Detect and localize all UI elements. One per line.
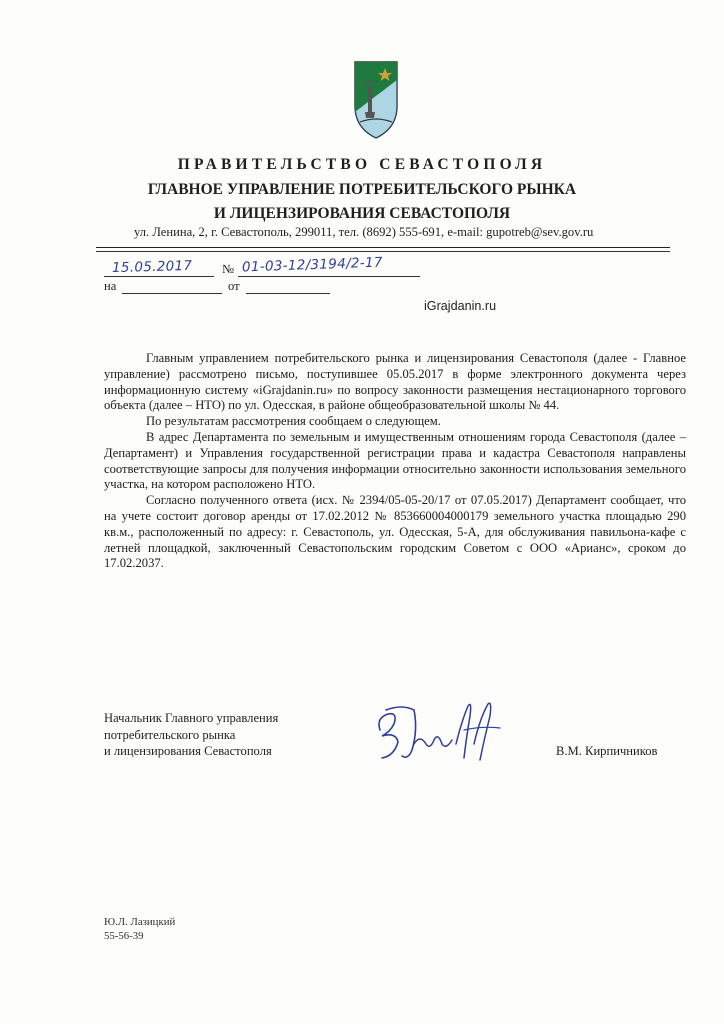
body-paragraph-2: По результатам рассмотрения сообщаем о следующем. xyxy=(146,414,441,429)
body-paragraph-1: Главным управлением потребительского рынка и лицензирования Севастополя (далее - Главное управление) рассмотрено письмо, поступившее 05.05.2017 в форме электронного документа через информационную систему «iGrajdanin.ru» по вопросу законности размещения нестационарного торгового объекта (далее – НТО) по ул. Одесская, в районе общеобразовательной школы № 44. xyxy=(104,351,686,413)
reply-to-line xyxy=(122,293,222,294)
handwritten-number: 01-03-12/3194/2-17 xyxy=(241,254,384,276)
position-line-1: Начальник Главного управления xyxy=(104,711,279,725)
position-line-2: потребительского рынка xyxy=(104,727,236,742)
body-paragraph-4: Согласно полученного ответа (исх. № 2394/05-05-20/17 от 07.05.2017) Департамент сообщает, что на учете состоит договор аренды от 17.02.2012 № 853660004000179 земельного участка площадью 290 кв.м., расположенный по адресу: г. Севастополь, ул. Одесская, 5-А, для обслуживания павильона-кафе с летней площадкой, заключенный Севастопольским городским Советом с ООО «Арианс», сроком до 17.02.2037. xyxy=(104,493,686,571)
position-line-3: и лицензирования Севастополя xyxy=(104,744,272,758)
header-rule-thick xyxy=(96,247,670,248)
reply-date-line xyxy=(246,293,330,294)
number-line xyxy=(238,276,420,277)
date-line xyxy=(104,276,214,277)
department-title-line2: И ЛИЦЕНЗИРОВАНИЯ СЕВАСТОПОЛЯ xyxy=(213,205,511,222)
sevastopol-coat-of-arms-icon xyxy=(352,60,400,140)
body-paragraph-3: В адрес Департамента по земельным и имущественным отношениям города Севастополя (далее – Департамент) и Управления государственной регистрации права и кадастра Севастополя направлены соответствующие запросы для получения информации относительно законности использования земельного участка, на котором расположено НТО. xyxy=(104,429,686,492)
executor-phone: 55-56-39 xyxy=(104,929,144,942)
letter-body xyxy=(104,351,686,572)
reply-date-label: от xyxy=(228,279,240,293)
department-title-line1: ГЛАВНОЕ УПРАВЛЕНИЕ ПОТРЕБИТЕЛЬСКОГО РЫНКА xyxy=(147,181,577,198)
executor-name: Ю.Л. Лазицкий xyxy=(104,916,176,928)
signatory-name: В.М. Кирпичников xyxy=(556,744,658,758)
handwritten-date: 15.05.2017 xyxy=(111,257,193,277)
department-address: ул. Ленина, 2, г. Севастополь, 299011, тел. (8692) 555-691, e-mail: gupotreb@sev.gov.ru xyxy=(134,225,594,239)
government-title: ПРАВИТЕЛЬСТВО СЕВАСТОПОЛЯ xyxy=(177,156,547,173)
header-rule-thin xyxy=(96,251,670,252)
handwritten-signature xyxy=(372,700,512,770)
number-label: № xyxy=(222,262,235,276)
signatory-position xyxy=(104,710,278,760)
reply-to-label: на xyxy=(104,279,117,293)
recipient: iGrajdanin.ru xyxy=(424,299,497,313)
executor-info xyxy=(104,916,175,943)
